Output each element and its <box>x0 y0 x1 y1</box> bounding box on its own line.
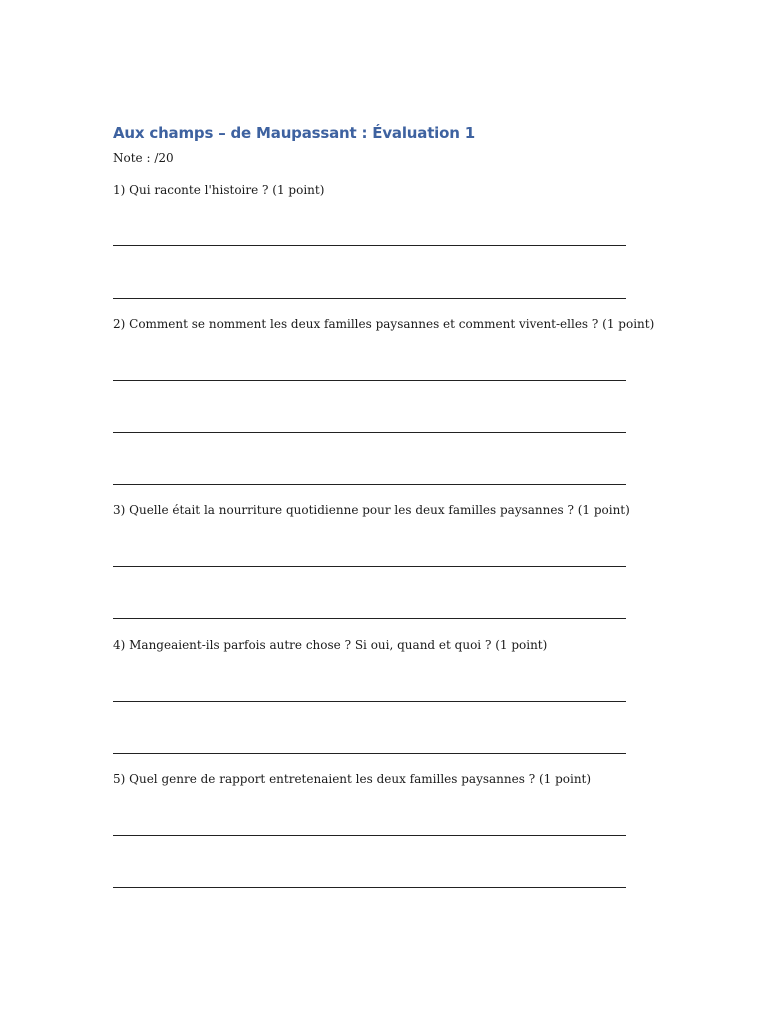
answer-line[interactable] <box>113 887 626 888</box>
answer-line[interactable] <box>113 484 626 485</box>
question-1: 1) Qui raconte l'histoire ? (1 point) <box>113 183 325 197</box>
answer-line[interactable] <box>113 245 626 246</box>
score-note: Note : /20 <box>113 151 174 165</box>
answer-line[interactable] <box>113 701 626 702</box>
question-2: 2) Comment se nomment les deux familles paysannes et comment vivent-elles ? (1 point) <box>113 317 655 331</box>
document-title: Aux champs – de Maupassant : Évaluation 1 <box>113 124 475 142</box>
question-5: 5) Quel genre de rapport entretenaient les deux familles paysannes ? (1 point) <box>113 772 592 786</box>
question-4: 4) Mangeaient-ils parfois autre chose ? Si oui, quand et quoi ? (1 point) <box>113 638 548 652</box>
question-3: 3) Quelle était la nourriture quotidienne pour les deux familles paysannes ? (1 point) <box>113 503 630 517</box>
answer-line[interactable] <box>113 298 626 299</box>
answer-line[interactable] <box>113 835 626 836</box>
answer-line[interactable] <box>113 380 626 381</box>
answer-line[interactable] <box>113 618 626 619</box>
answer-line[interactable] <box>113 566 626 567</box>
answer-line[interactable] <box>113 432 626 433</box>
answer-line[interactable] <box>113 753 626 754</box>
